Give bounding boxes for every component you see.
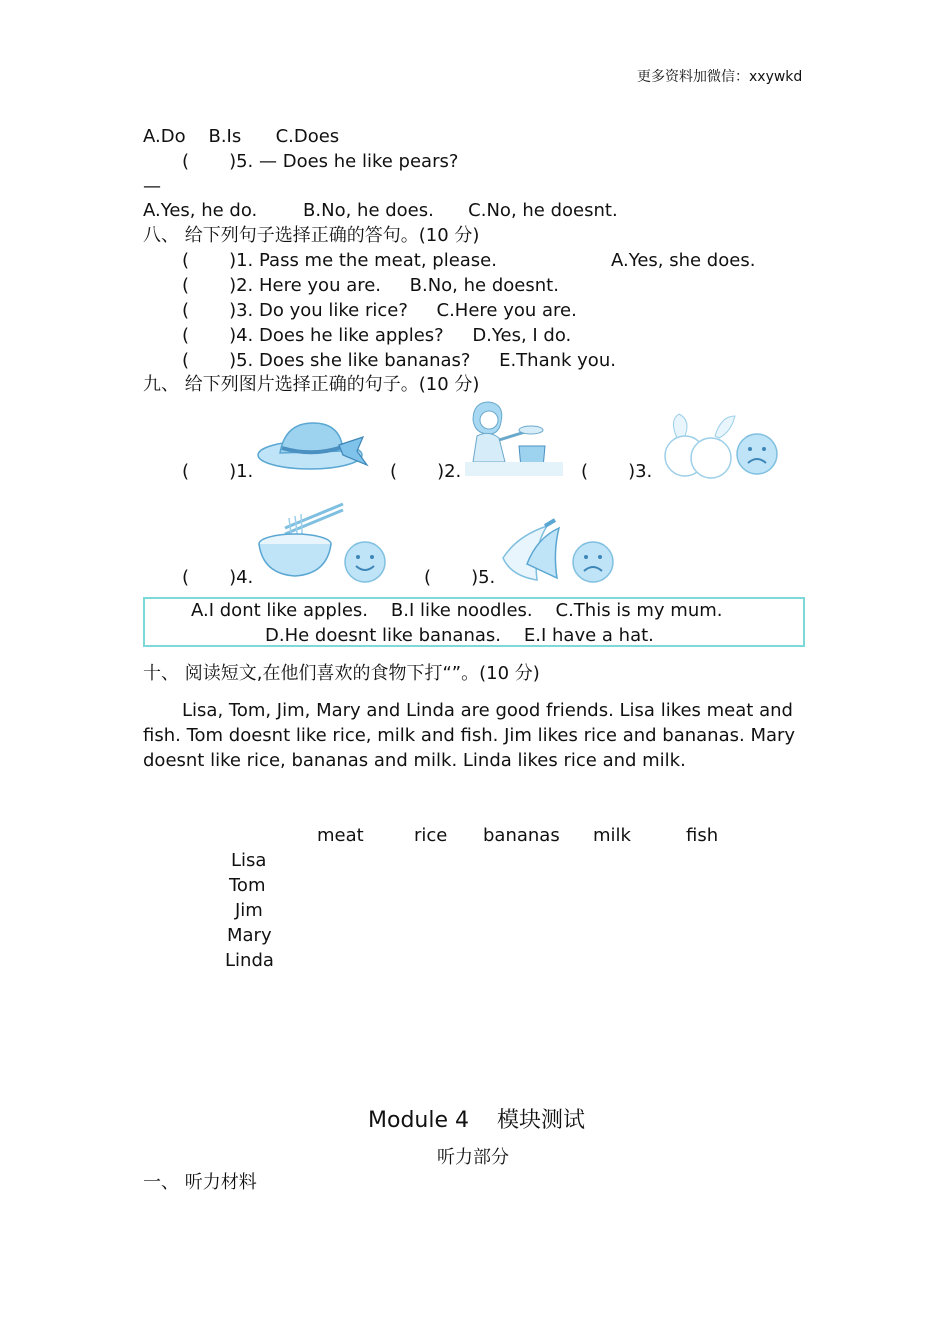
section8-q1: ( )1. Pass me the meat, please. (182, 250, 497, 271)
column-rice: rice (414, 825, 448, 846)
hat-picture (255, 415, 370, 477)
noodles-picture (255, 500, 390, 586)
section9-item-5: ( )5. (424, 567, 496, 588)
section10-heading: 十、 阅读短文,在他们喜欢的食物下打“”。(10 分) (143, 663, 540, 684)
section8-q2: ( )2. Here you are. B.No, he doesnt. (182, 275, 559, 296)
module-section1: 一、 听力材料 (143, 1172, 257, 1193)
sad-face-icon (573, 542, 613, 582)
module-title: Module 4 模块测试 (368, 1108, 585, 1133)
header-note: 更多资料加微信：xxywkd (637, 69, 803, 85)
options-line-2: D.He doesnt like bananas. E.I have a hat. (265, 625, 654, 646)
answer-dash: — (143, 176, 161, 197)
row-lisa: Lisa (231, 850, 267, 871)
section8-option-a: A.Yes, she does. (611, 250, 756, 271)
section9-item-3: ( )3. (581, 461, 653, 482)
section8-heading: 八、 给下列句子选择正确的答句。(10 分) (143, 225, 480, 246)
happy-face-icon (345, 542, 385, 582)
row-tom: Tom (229, 875, 266, 896)
column-meat: meat (317, 825, 364, 846)
question-q5: ( )5. — Does he like pears? (182, 151, 459, 172)
section8-q5: ( )5. Does she like bananas? E.Thank you. (182, 350, 616, 371)
options-line-1: A.I dont like apples. B.I like noodles. C.This is my mum. (191, 600, 723, 621)
section9-item-4: ( )4. (182, 567, 254, 588)
module-subtitle: 听力部分 (437, 1147, 509, 1168)
row-jim: Jim (235, 900, 263, 921)
row-linda: Linda (225, 950, 274, 971)
apples-picture (655, 410, 780, 478)
section9-heading: 九、 给下列图片选择正确的句子。(10 分) (143, 374, 480, 395)
section8-q3: ( )3. Do you like rice? C.Here you are. (182, 300, 577, 321)
section9-item-2: ( )2. (390, 461, 462, 482)
row-mary: Mary (227, 925, 272, 946)
column-bananas: bananas (483, 825, 560, 846)
sad-face-icon (737, 434, 777, 474)
section8-q4: ( )4. Does he like apples? D.Yes, I do. (182, 325, 572, 346)
column-milk: milk (593, 825, 631, 846)
bananas-picture (497, 518, 617, 584)
passage-text: Lisa, Tom, Jim, Mary and Linda are good friends. Lisa likes meat and fish. Tom doesnt like rice, milk and fish. Jim likes rice and bananas. Mary doesnt like rice, bananas and milk. Linda likes rice and milk. (143, 700, 796, 771)
section9-item-1: ( )1. (182, 461, 254, 482)
options-q5: A.Yes, he do. B.No, he does. C.No, he doesnt. (143, 200, 618, 221)
column-fish: fish (686, 825, 719, 846)
options-q4: A.Do B.Is C.Does (143, 126, 340, 147)
mum-picture (465, 400, 563, 476)
reading-passage (143, 698, 813, 773)
